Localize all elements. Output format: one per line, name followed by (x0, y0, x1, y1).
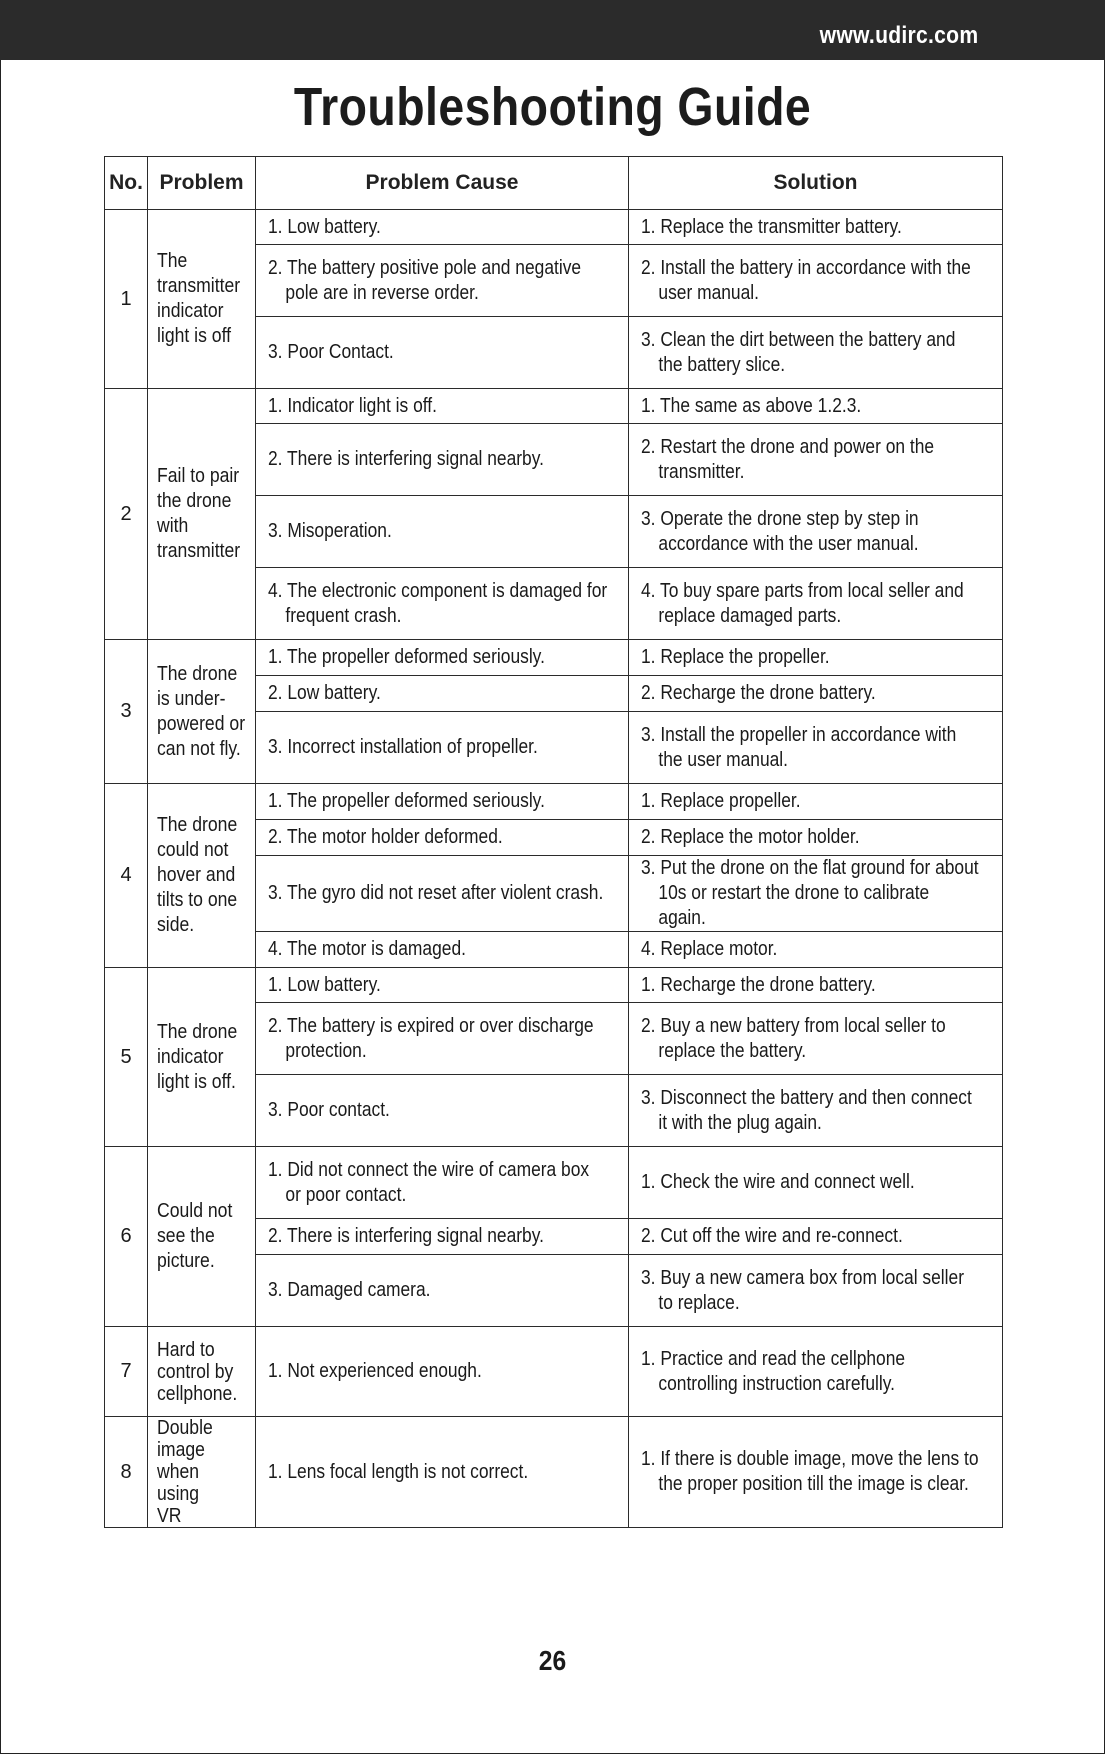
solution-cell (629, 932, 1003, 968)
solution-text: 1. Practice and read the cellphone controlling instruction carefully. (641, 1347, 906, 1395)
page-number: 26 (538, 1645, 567, 1676)
problem-text: Hard to control by cellphone. (157, 1338, 238, 1405)
problem-cell (148, 1327, 256, 1417)
cause-text: 3. Incorrect installation of propeller. (268, 736, 538, 758)
cause-cell (256, 1147, 629, 1219)
cause-text: 1. Not experienced enough. (268, 1360, 482, 1382)
cause-cell (256, 1075, 629, 1147)
solution-text: 2. Install the battery in accordance with the user manual. (641, 256, 971, 304)
solution-text: 2. Replace the motor holder. (641, 826, 860, 848)
solution-text: 3. Clean the dirt between the battery and the battery slice. (641, 328, 956, 376)
cause-text: 1. Low battery. (268, 973, 381, 996)
problem-cell (148, 784, 256, 968)
table-row (105, 784, 1003, 820)
cause-cell (256, 568, 629, 640)
table-row (105, 389, 1003, 424)
solution-cell (629, 389, 1003, 424)
cause-text: 4. The electronic component is damaged for frequent crash. (268, 579, 608, 627)
solution-cell (629, 1219, 1003, 1255)
solution-text: 1. Replace propeller. (641, 790, 801, 812)
problem-cell (148, 389, 256, 640)
cause-text: 1. Indicator light is off. (268, 394, 437, 417)
row-number: 7 (105, 1327, 148, 1417)
problem-text: Double image when using VR (157, 1417, 213, 1527)
table-row (105, 640, 1003, 676)
table-row (105, 1147, 1003, 1219)
solution-cell (629, 968, 1003, 1003)
cause-cell (256, 424, 629, 496)
table-header-row (105, 157, 1003, 210)
solution-cell (629, 1327, 1003, 1417)
solution-cell (629, 712, 1003, 784)
solution-cell (629, 424, 1003, 496)
cause-text: 2. The battery positive pole and negative pole are in reverse order. (268, 256, 582, 304)
solution-cell (629, 210, 1003, 245)
solution-cell (629, 568, 1003, 640)
problem-cell (148, 1417, 256, 1528)
solution-cell (629, 784, 1003, 820)
cause-cell (256, 245, 629, 317)
cause-cell (256, 496, 629, 568)
header-cause: Problem Cause (256, 157, 629, 210)
solution-cell (629, 1147, 1003, 1219)
solution-text: 1. If there is double image, move the lens to the proper position till the image is clear. (641, 1448, 979, 1495)
header-solution: Solution (629, 157, 1003, 210)
header-bar (0, 0, 1105, 60)
row-number: 8 (105, 1417, 148, 1528)
problem-text: The transmitter indicator light is off (157, 250, 241, 347)
cause-cell (256, 784, 629, 820)
cause-cell (256, 1219, 629, 1255)
solution-text: 2. Cut off the wire and re-connect. (641, 1225, 903, 1247)
cause-cell (256, 640, 629, 676)
solution-text: 1. Recharge the drone battery. (641, 973, 876, 996)
problem-text: The drone could not hover and tilts to one side. (157, 814, 238, 936)
solution-text: 3. Install the propeller in accordance with the user manual. (641, 723, 957, 771)
problem-cell (148, 210, 256, 389)
solution-text: 1. Replace the propeller. (641, 646, 830, 668)
website-url[interactable]: www.udirc.com (819, 22, 978, 49)
cause-cell (256, 1417, 629, 1528)
problem-cell (148, 1147, 256, 1327)
solution-text: 3. Buy a new camera box from local seller to replace. (641, 1266, 965, 1314)
cause-text: 1. Low battery. (268, 215, 381, 238)
solution-text: 4. To buy spare parts from local seller and replace damaged parts. (641, 579, 964, 627)
cause-text: 4. The motor is damaged. (268, 938, 466, 960)
cause-cell (256, 1003, 629, 1075)
solution-text: 2. Recharge the drone battery. (641, 682, 876, 704)
solution-text: 1. Check the wire and connect well. (641, 1171, 915, 1193)
cause-cell (256, 1327, 629, 1417)
solution-text: 1. The same as above 1.2.3. (641, 394, 862, 417)
solution-cell (629, 1075, 1003, 1147)
solution-cell (629, 820, 1003, 856)
cause-text: 3. Poor contact. (268, 1099, 390, 1121)
cause-text: 3. Poor Contact. (268, 341, 394, 363)
cause-cell (256, 968, 629, 1003)
cause-text: 3. The gyro did not reset after violent crash. (268, 882, 604, 904)
solution-cell (629, 1255, 1003, 1327)
cause-cell (256, 1255, 629, 1327)
table-row (105, 1417, 1003, 1528)
table-row (105, 968, 1003, 1003)
solution-text: 3. Disconnect the battery and then connect it with the plug again. (641, 1086, 972, 1134)
solution-text: 3. Put the drone on the flat ground for about 10s or restart the drone to calibrate again. (641, 857, 979, 929)
cause-cell (256, 932, 629, 968)
cause-cell (256, 389, 629, 424)
cause-text: 2. Low battery. (268, 682, 381, 704)
row-number: 6 (105, 1147, 148, 1327)
header-no: No. (105, 157, 148, 210)
solution-cell (629, 496, 1003, 568)
table-row (105, 1327, 1003, 1417)
row-number: 1 (105, 210, 148, 389)
row-number: 3 (105, 640, 148, 784)
solution-cell (629, 1417, 1003, 1528)
cause-cell (256, 820, 629, 856)
solution-cell (629, 245, 1003, 317)
cause-text: 1. Lens focal length is not correct. (268, 1460, 529, 1483)
solution-text: 2. Buy a new battery from local seller to replace the battery. (641, 1014, 946, 1062)
problem-text: The drone is under-powered or can not fly. (157, 662, 246, 760)
page-title: Troubleshooting Guide (293, 77, 812, 137)
cause-cell (256, 210, 629, 245)
cause-text: 3. Damaged camera. (268, 1279, 431, 1301)
problem-text: Fail to pair the drone with transmitter (157, 465, 241, 562)
table-row (105, 210, 1003, 245)
solution-cell (629, 856, 1003, 932)
cause-text: 1. The propeller deformed seriously. (268, 790, 545, 812)
solution-text: 3. Operate the drone step by step in accordance with the user manual. (641, 507, 919, 555)
solution-cell (629, 640, 1003, 676)
row-number: 5 (105, 968, 148, 1147)
cause-text: 2. There is interfering signal nearby. (268, 448, 544, 470)
solution-cell (629, 1003, 1003, 1075)
problem-cell (148, 640, 256, 784)
row-number: 2 (105, 389, 148, 640)
solution-text: 1. Replace the transmitter battery. (641, 215, 902, 238)
cause-text: 3. Misoperation. (268, 520, 392, 542)
solution-text: 4. Replace motor. (641, 938, 778, 960)
problem-text: The drone indicator light is off. (157, 1020, 238, 1093)
header-problem: Problem (148, 157, 256, 210)
cause-text: 2. The battery is expired or over discharge protection. (268, 1014, 594, 1062)
problem-text: Could not see the picture. (157, 1200, 233, 1272)
cause-cell (256, 856, 629, 932)
problem-cell (148, 968, 256, 1147)
solution-cell (629, 317, 1003, 389)
cause-text: 1. The propeller deformed seriously. (268, 646, 545, 668)
solution-cell (629, 676, 1003, 712)
cause-text: 2. The motor holder deformed. (268, 826, 503, 848)
cause-cell (256, 712, 629, 784)
cause-cell (256, 317, 629, 389)
cause-text: 2. There is interfering signal nearby. (268, 1225, 544, 1247)
cause-text: 1. Did not connect the wire of camera box or poor contact. (268, 1158, 590, 1206)
solution-text: 2. Restart the drone and power on the transmitter. (641, 435, 935, 483)
row-number: 4 (105, 784, 148, 968)
troubleshooting-table (104, 156, 1003, 1528)
cause-cell (256, 676, 629, 712)
